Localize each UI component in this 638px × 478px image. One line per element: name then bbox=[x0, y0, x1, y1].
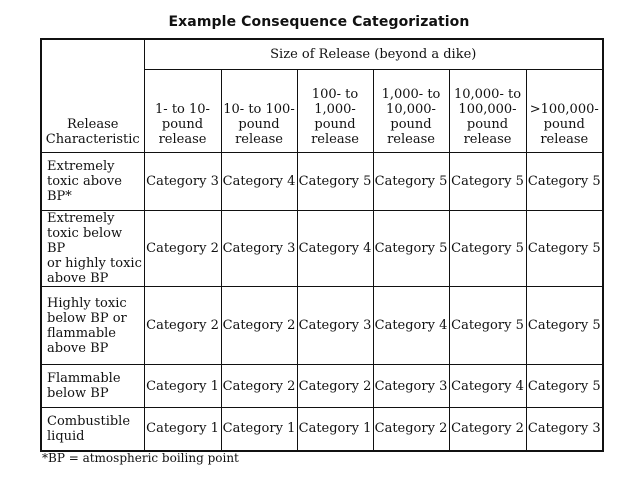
category-cell: Category 2 bbox=[373, 408, 449, 451]
category-cell: Category 3 bbox=[144, 153, 221, 211]
category-cell: Category 2 bbox=[297, 365, 373, 408]
category-cell: Category 1 bbox=[297, 408, 373, 451]
column-header-1-10: 1- to 10- pound release bbox=[144, 70, 221, 153]
category-cell: Category 4 bbox=[373, 287, 449, 365]
release-characteristic-header: Release Characteristic bbox=[41, 39, 144, 153]
category-cell: Category 3 bbox=[297, 287, 373, 365]
category-cell: Category 3 bbox=[526, 408, 603, 451]
category-cell: Category 1 bbox=[221, 408, 297, 451]
page-title: Example Consequence Categorization bbox=[168, 14, 470, 30]
category-cell: Category 5 bbox=[373, 211, 449, 287]
category-cell: Category 5 bbox=[526, 153, 603, 211]
category-cell: Category 5 bbox=[449, 287, 526, 365]
column-header-10-100: 10- to 100- pound release bbox=[221, 70, 297, 153]
table-row bbox=[41, 408, 603, 451]
category-cell: Category 5 bbox=[526, 211, 603, 287]
table-row bbox=[41, 153, 603, 211]
table-row bbox=[41, 365, 603, 408]
row-label: Flammable below BP bbox=[41, 365, 144, 408]
category-cell: Category 4 bbox=[297, 211, 373, 287]
category-cell: Category 3 bbox=[221, 211, 297, 287]
category-cell: Category 5 bbox=[297, 153, 373, 211]
category-cell: Category 5 bbox=[526, 287, 603, 365]
category-cell: Category 2 bbox=[144, 287, 221, 365]
category-cell: Category 4 bbox=[221, 153, 297, 211]
size-of-release-header: Size of Release (beyond a dike) bbox=[144, 39, 603, 70]
row-label: Combustible liquid bbox=[41, 408, 144, 451]
table-header-group-row bbox=[41, 39, 603, 70]
column-header-10000-100000: 10,000- to 100,000- pound release bbox=[449, 70, 526, 153]
category-cell: Category 5 bbox=[373, 153, 449, 211]
category-cell: Category 2 bbox=[221, 287, 297, 365]
category-cell: Category 1 bbox=[144, 408, 221, 451]
row-label: Extremely toxic below BP or highly toxic above BP bbox=[41, 211, 144, 287]
category-cell: Category 1 bbox=[144, 365, 221, 408]
footnote: *BP = atmospheric boiling point bbox=[42, 451, 239, 465]
row-label: Extremely toxic above BP* bbox=[41, 153, 144, 211]
category-cell: Category 5 bbox=[449, 153, 526, 211]
category-cell: Category 2 bbox=[221, 365, 297, 408]
table-row bbox=[41, 287, 603, 365]
category-cell: Category 2 bbox=[144, 211, 221, 287]
category-cell: Category 3 bbox=[373, 365, 449, 408]
category-cell: Category 5 bbox=[449, 211, 526, 287]
column-header-1000-10000: 1,000- to 10,000- pound release bbox=[373, 70, 449, 153]
category-cell: Category 5 bbox=[526, 365, 603, 408]
category-cell: Category 2 bbox=[449, 408, 526, 451]
category-cell: Category 4 bbox=[449, 365, 526, 408]
table-row bbox=[41, 211, 603, 287]
consequence-table bbox=[40, 38, 604, 452]
column-header-over-100000: >100,000- pound release bbox=[526, 70, 603, 153]
column-header-100-1000: 100- to 1,000- pound release bbox=[297, 70, 373, 153]
row-label: Highly toxic below BP or flammable above BP bbox=[41, 287, 144, 365]
